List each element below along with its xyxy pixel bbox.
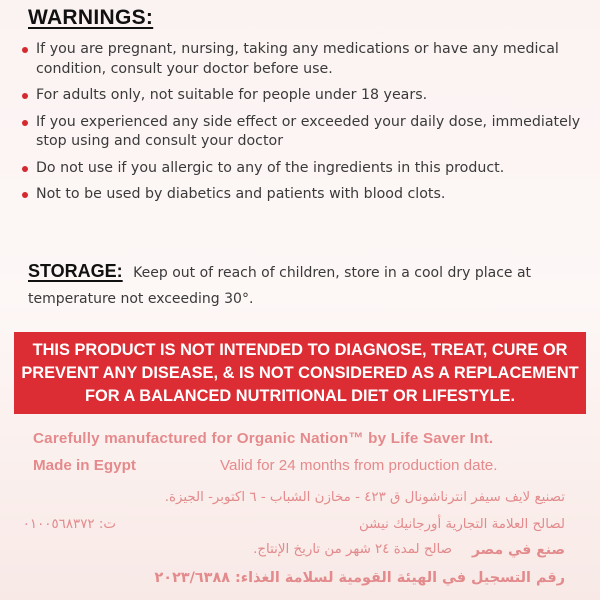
- arabic-manufacturer: تصنيع لايف سيفر انترناشونال ق ٤٢٣ - مخازن الشباب - ٦ اكتوبر- الجيزة.: [164, 490, 565, 505]
- made-in-label: Made in Egypt: [33, 457, 136, 474]
- warning-item: [22, 159, 582, 179]
- warning-text: Not to be used by diabetics and patients with blood clots.: [36, 186, 446, 202]
- bullet-icon: [22, 192, 28, 198]
- warning-item: [22, 86, 582, 106]
- warning-item: [22, 40, 582, 79]
- storage-section: [28, 258, 578, 312]
- bullet-icon: [22, 93, 28, 99]
- warnings-heading: WARNINGS:: [28, 6, 154, 29]
- warning-text: Do not use if you allergic to any of the ingredients in this product.: [36, 159, 505, 176]
- arabic-made-in: صنع في مصر: [471, 542, 565, 558]
- manufacturer-line: Carefully manufactured for Organic Nation™ by Life Saver Int.: [33, 430, 494, 447]
- validity-text: Valid for 24 months from production date.: [220, 457, 498, 474]
- storage-text: Keep out of reach of children, store in a cool dry place at temperature not exceeding 30°.: [28, 265, 532, 307]
- bullet-icon: [22, 166, 28, 172]
- bullet-icon: [22, 120, 28, 126]
- disclaimer-text: THIS PRODUCT IS NOT INTENDED TO DIAGNOSE, TREAT, CURE OR PREVENT ANY DISEASE, & IS NOT CONSIDERED AS A REPLACEMENT FOR A BALANCED NUTRITIONAL DIET OR LIFESTYLE.: [21, 340, 579, 405]
- arabic-phone: ت: ٠١٠٠٥٦٨٣٧٢: [22, 517, 116, 532]
- disclaimer-banner: [14, 332, 586, 414]
- warning-text: If you are pregnant, nursing, taking any medications or have any medical condition, consult your doctor before use.: [36, 41, 559, 77]
- warning-text: For adults only, not suitable for people under 18 years.: [36, 87, 428, 103]
- warning-item: [22, 185, 582, 205]
- bullet-icon: [22, 47, 28, 53]
- arabic-registration: رقم التسجيل في الهيئة القومية لسلامة الغذاء: ٢٠٢٣/٦٣٨٨: [154, 570, 565, 586]
- warning-item: [22, 113, 582, 152]
- arabic-brand: لصالح العلامة التجارية أورجانيك نيشن: [358, 517, 565, 532]
- arabic-validity: صالح لمدة ٢٤ شهر من تاريخ الإنتاج.: [253, 542, 452, 557]
- storage-heading: STORAGE:: [28, 261, 123, 281]
- warning-text: If you experienced any side effect or exceeded your daily dose, immediately stop using and consult your doctor: [36, 113, 581, 149]
- warnings-list: [22, 40, 582, 212]
